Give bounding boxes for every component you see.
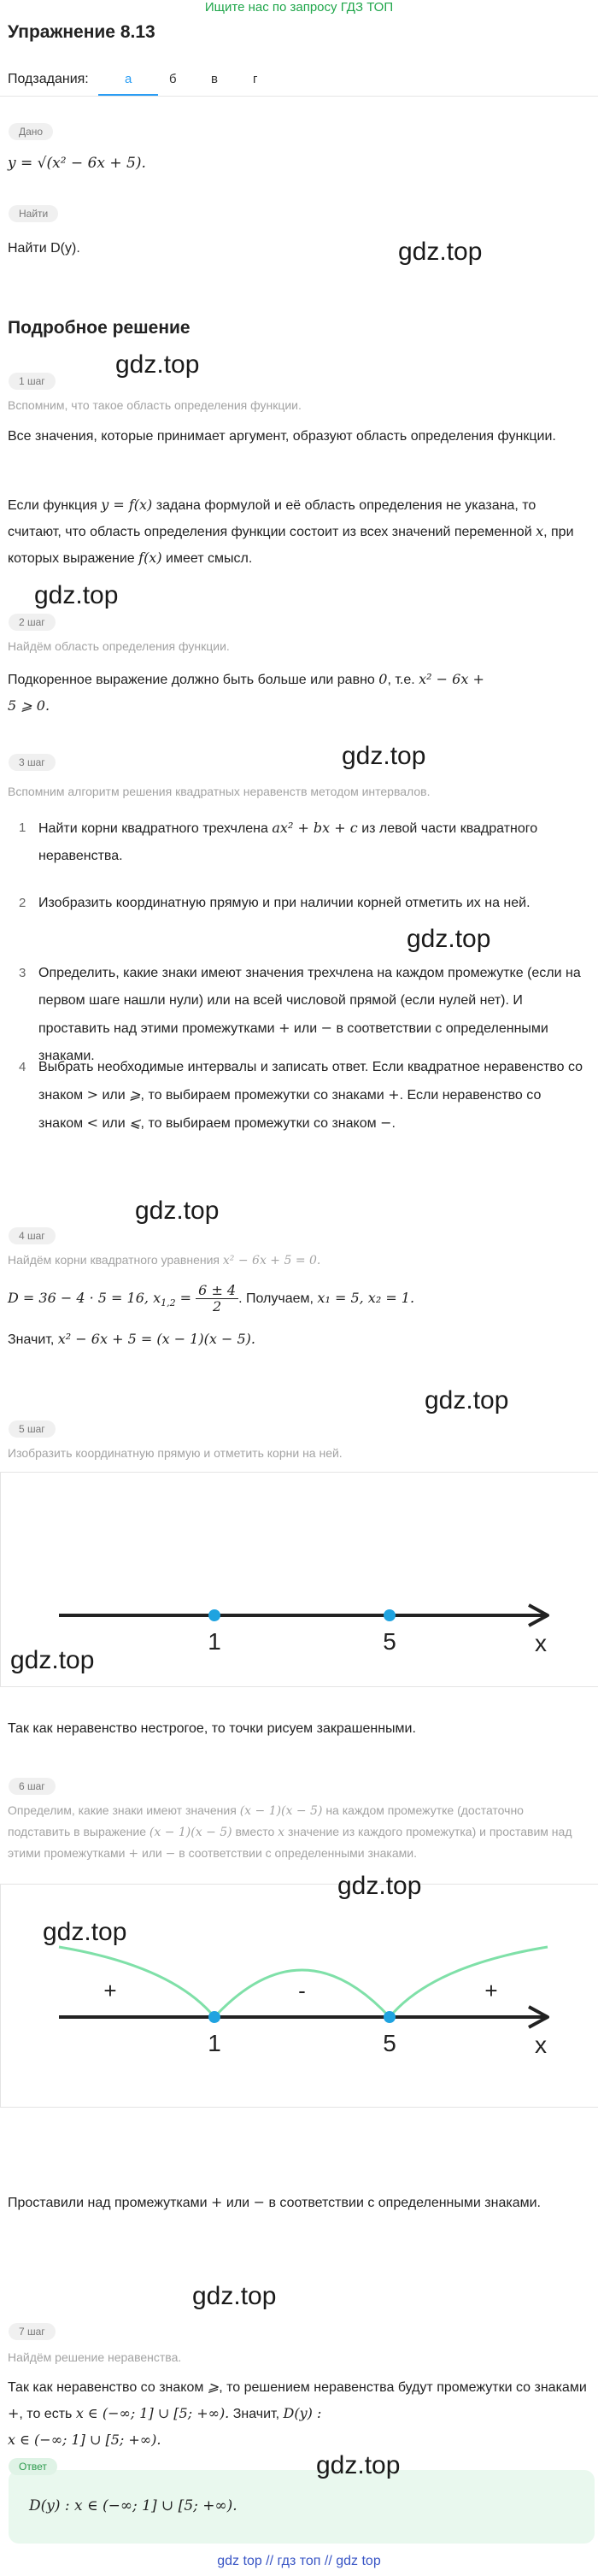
tab-g[interactable]: г [253, 72, 258, 86]
step-4-hint: Найдём корни квадратного уравнения x² − 6x + 5 = 0. [8, 1253, 321, 1267]
list-item-number: 2 [19, 896, 26, 910]
find-text: Найти D(y). [8, 241, 80, 256]
active-tab-indicator [98, 94, 158, 96]
step-2-pill: 2 шаг [9, 614, 56, 631]
tick-label: 1 [208, 1628, 221, 1655]
given-pill: Дано [9, 123, 53, 140]
watermark: gdz.top [407, 925, 491, 953]
watermark: gdz.top [115, 350, 200, 379]
sign-arc-left [59, 1947, 214, 2017]
step-6-pill: 6 шаг [9, 1778, 56, 1795]
list-item: Найти корни квадратного трехчлена ax² + bx + c из левой части квадратного неравенства. [38, 820, 538, 863]
page-title: Упражнение 8.13 [8, 22, 155, 42]
sign-arc-right [390, 1947, 548, 2017]
watermark: gdz.top [135, 1197, 220, 1225]
step-5-after: Так как неравенство нестрогое, то точки рисуем закрашенными. [8, 1721, 416, 1736]
watermark: gdz.top [43, 1918, 127, 1946]
find-pill: Найти [9, 205, 58, 222]
tick-label: 5 [383, 1628, 396, 1655]
sign-label: + [484, 1978, 498, 2003]
step-7-paragraph: Так как неравенство со знаком ⩾, то решением неравенства будут промежутки со знаками +, то есть x ∈ (−∞; 1] ∪ [5; +∞). Значит, D(y) : x ∈ (−∞; 1] ∪ [5; +∞). [8, 2379, 587, 2448]
step-7-hint: Найдём решение неравенства. [8, 2350, 182, 2364]
axis-label: x [535, 1630, 547, 1656]
step-1-hint: Вспомним, что такое область определения функции. [8, 398, 302, 412]
watermark: gdz.top [337, 1872, 422, 1900]
root-point [384, 2011, 396, 2023]
watermark: gdz.top [10, 1646, 95, 1674]
tick-label: 5 [383, 2030, 396, 2056]
step-6-after: Проставили над промежутками + или − в соответствии с определенными знаками. [8, 2194, 541, 2210]
list-item: Изобразить координатную прямую и при наличии корней отметить их на ней. [38, 896, 531, 910]
list-item-number: 3 [19, 966, 26, 980]
sign-label: + [103, 1978, 117, 2003]
step-1-paragraph-1: Все значения, которые принимает аргумент, образуют область определения функции. [8, 429, 556, 444]
watermark: gdz.top [342, 742, 426, 770]
list-item: Определить, какие знаки имеют значения трехчлена на каждом промежутке (если на первом шаге нашли нули) или на всей числовой прямой (если нулей нет). И проставить над этими промежутками + или − в соответствии с определенными знаками. [38, 966, 581, 1063]
answer-text: D(y) : x ∈ (−∞; 1] ∪ [5; +∞). [29, 2497, 237, 2514]
given-formula: y = √(x² − 6x + 5). [8, 155, 146, 172]
list-item-number: 1 [19, 820, 26, 835]
step-1-pill: 1 шаг [9, 373, 56, 390]
root-point [208, 2011, 220, 2023]
sign-label: - [298, 1978, 306, 2003]
root-point [208, 1609, 220, 1621]
solution-title: Подробное решение [8, 318, 191, 338]
tab-b[interactable]: б [169, 72, 177, 86]
subtasks-label: Подзадания: [8, 72, 89, 86]
step-5-pill: 5 шаг [9, 1420, 56, 1438]
step-6-hint: Определим, какие знаки имеют значения (x − 1)(x − 5) на каждом промежутке (достаточно подставить в выражение (x − 1)(x − 5) вместо x значение из каждого промежутка) и проставим над этими промежутками + или − в соответствии с определенными знаками. [8, 1803, 572, 1861]
footer-links[interactable]: gdz top // гдз топ // gdz top [217, 2554, 381, 2568]
step-7-pill: 7 шаг [9, 2323, 56, 2340]
watermark: gdz.top [192, 2282, 277, 2310]
axis-label: x [535, 2032, 547, 2058]
step-4-line-1: D = 36 − 4 · 5 = 16, $x_{1,2}$ = $\frac{6 \pm 4}{2}$ . Получаем, x₁ = 5, x₂ = 1. [8, 1282, 415, 1315]
step-4-line-2: Значит, x² − 6x + 5 = (x − 1)(x − 5). [8, 1331, 255, 1347]
step-5-hint: Изобразить координатную прямую и отметить корни на ней. [8, 1446, 343, 1460]
tick-label: 1 [208, 2030, 221, 2056]
step-2-paragraph: Подкоренное выражение должно быть больше или равно 0, т.е. x² − 6x + 5 ⩾ 0. [8, 671, 484, 714]
step-2-hint: Найдём область определения функции. [8, 639, 230, 653]
tab-v[interactable]: в [211, 72, 218, 86]
answer-pill: Ответ [9, 2458, 57, 2475]
watermark: gdz.top [425, 1386, 509, 1414]
list-item: Выбрать необходимые интервалы и записать ответ. Если квадратное неравенство со знаком > или ⩾, то выбираем промежутки со знаками +. Если неравенство со знаком < или ⩽, то выбираем промежутки со знаком −. [38, 1060, 583, 1131]
top-banner: Ищите нас по запросу ГДЗ ТОП [204, 0, 394, 15]
list-item-number: 4 [19, 1060, 26, 1074]
tab-a[interactable]: а [125, 72, 132, 86]
watermark: gdz.top [316, 2451, 401, 2479]
step-3-pill: 3 шаг [9, 754, 56, 771]
roots-fraction: $\frac{6 \pm 4}{2}$ [196, 1283, 238, 1314]
watermark: gdz.top [34, 581, 119, 609]
step-3-hint: Вспомним алгоритм решения квадратных неравенств методом интервалов. [8, 785, 431, 798]
root-point [384, 1609, 396, 1621]
step-4-pill: 4 шаг [9, 1227, 56, 1244]
step-1-paragraph-2: Если функция y = f(x) задана формулой и её область определения не указана, то считают, что область определения функции состоит из всех значений переменной x, при которых выражение f(x) имеет смысл. [8, 497, 574, 566]
watermark: gdz.top [398, 238, 483, 266]
tabs-divider [0, 96, 598, 97]
